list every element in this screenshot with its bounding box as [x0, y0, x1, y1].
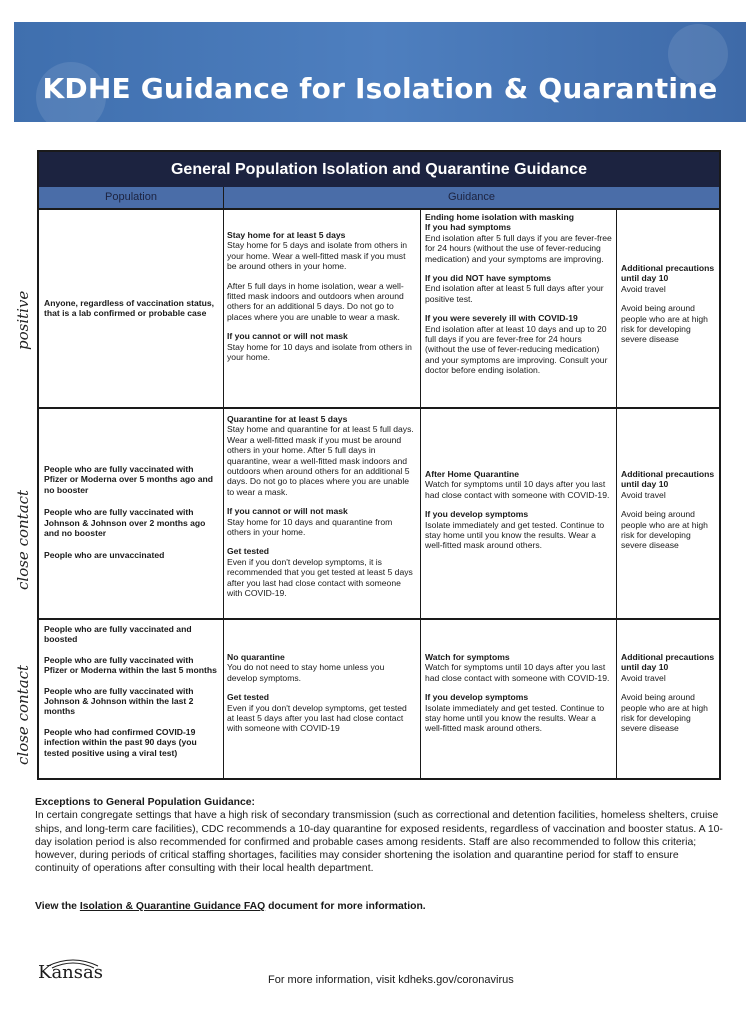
guidance-text: End isolation after at least 5 full days after your positive test.	[425, 283, 604, 304]
handwritten-note: positive	[14, 290, 32, 350]
guidance-text: Stay home for 5 days and isolate from others in your home. Wear a well-fitted mask if you must be around others in your home.	[227, 240, 408, 272]
row-divider	[39, 618, 719, 620]
page-title: KDHE Guidance for Isolation & Quarantine	[42, 72, 718, 105]
population-text: People who are fully vaccinated with Johnson & Johnson within the last 2 months	[44, 685, 194, 717]
guidance-heading: Quarantine for at least 5 days	[227, 414, 348, 424]
guidance-heading: Additional precautions until day 10	[621, 263, 715, 284]
title-banner	[14, 22, 746, 122]
guidance-heading: Get tested	[227, 546, 270, 557]
handwritten-note: close contact	[14, 489, 32, 590]
guidance-table	[37, 150, 721, 780]
guidance-heading: If you develop symptoms	[425, 509, 529, 520]
guidance-text: Avoid travel	[621, 489, 666, 500]
exceptions-title: Exceptions to General Population Guidance:	[35, 797, 255, 808]
guidance-text: Watch for symptoms until 10 days after you last had close contact with someone with COVID-19.	[425, 662, 610, 683]
row-positive-population	[44, 298, 216, 331]
guidance-heading: Stay home for at least 5 days	[227, 230, 346, 240]
guidance-heading: If you cannot or will not mask	[227, 506, 348, 517]
guidance-heading: After Home Quarantine	[425, 469, 520, 479]
column-divider	[223, 187, 224, 778]
guidance-text: Watch for symptoms until 10 days after you last had close contact with someone with COVID-19.	[425, 479, 610, 500]
guidance-text: Isolate immediately and get tested. Continue to stay home until you know the results. Wear a well-fitted mask around others.	[425, 702, 605, 734]
row-close-contact-2-guidance-2	[425, 652, 613, 734]
guidance-text: Stay home for 10 days and isolate from others in your home.	[227, 341, 412, 363]
guidance-heading: If you had symptoms	[425, 222, 511, 233]
guidance-heading: If you were severely ill with COVID-19	[425, 313, 578, 324]
guidance-heading: If you develop symptoms	[425, 692, 529, 703]
faq-prefix: View the	[35, 901, 77, 912]
column-divider	[616, 208, 617, 778]
logo-text: Kansas	[38, 962, 103, 983]
row-close-contact-2-guidance-1	[227, 652, 415, 734]
population-text: People who are fully vaccinated with Pfizer or Moderna over 5 months ago and no booster	[44, 464, 214, 495]
row-positive-guidance-2	[425, 212, 613, 376]
guidance-text: Isolate immediately and get tested. Continue to stay home until you know the results. Wear a well-fitted mask around others.	[425, 519, 605, 551]
guidance-text: Stay home for 10 days and quarantine from others in your home.	[227, 516, 393, 538]
population-text: People who are fully vaccinated with Pfizer or Moderna within the last 5 months	[44, 654, 217, 676]
population-text: Anyone, regardless of vaccination status, that is a lab confirmed or probable case	[44, 298, 215, 319]
guidance-text: Stay home and quarantine for at least 5 full days. Wear a well-fitted mask if you must be around others in your home. After 5 full days in quarantine, wear a well-fitted mask indoors and outdoors when around others for an additional 5 days. Do not go to places where you are unable to wear a mask.	[227, 424, 414, 497]
column-header-guidance: Guidance	[224, 187, 719, 208]
guidance-text: End isolation after at least 10 days and up to 20 full days if you are fever-free for 24 hours (without the use of fever-reducing medication) and your symptoms are improving. Consult your doctor before ending isolation.	[425, 323, 608, 376]
row-divider	[39, 407, 719, 409]
population-text: People who are fully vaccinated and boosted	[44, 624, 192, 645]
faq-line	[35, 901, 426, 912]
guidance-heading: Additional precautions until day 10	[621, 469, 715, 490]
guidance-text: Avoid being around people who are at high risk for developing severe disease	[621, 303, 708, 345]
guidance-text: Avoid travel	[621, 672, 666, 683]
row-close-contact-1-guidance-1	[227, 414, 415, 599]
guidance-heading: Ending home isolation with masking	[425, 212, 574, 222]
row-positive-guidance-3	[621, 263, 717, 345]
row-close-contact-2-guidance-3	[621, 652, 717, 734]
guidance-text: Even if you don't develop symptoms, it is recommended that you get tested at least 5 days after you last had close contact with someone with COVID-19.	[227, 556, 413, 599]
guidance-heading: If you did NOT have symptoms	[425, 273, 552, 284]
row-close-contact-2-population	[44, 624, 219, 770]
exceptions-body: In certain congregate settings that have a high risk of secondary transmission (such as correctional and detention facilities, homeless shelters, cruise ships, and long-term care facilities), CDC recommends a 10-day quarantine for exposed residents, regardless of vaccination and booster status. A 10-day isolation period is also recommended for confirmed and probable cases among residents. Staff are also recommended to follow this criteria; however, during periods of critical staffing shortages, facilities may consider shortening the isolation and quarantine period for staff to ensure continuity of operations after consulting with their local health department.	[35, 810, 723, 875]
column-divider	[420, 208, 421, 778]
guidance-heading: Additional precautions until day 10	[621, 652, 715, 673]
handwritten-note: close contact	[14, 664, 32, 765]
faq-suffix: document for more information.	[268, 901, 426, 912]
row-close-contact-1-guidance-3	[621, 469, 717, 551]
faq-link[interactable]: Isolation & Quarantine Guidance FAQ	[79, 901, 266, 912]
row-positive-guidance-1	[227, 230, 415, 362]
guidance-heading: If you cannot or will not mask	[227, 331, 348, 342]
row-close-contact-1-population	[44, 464, 219, 573]
table-title: General Population Isolation and Quarantine Guidance	[39, 152, 719, 187]
guidance-text: After 5 full days in home isolation, wear a well-fitted mask indoors and outdoors when around others for an additional 5 days. Do not go to places where you are unable to wear a mask.	[227, 280, 404, 322]
guidance-text: Avoid being around people who are at high risk for developing severe disease	[621, 692, 708, 734]
row-close-contact-1-guidance-2	[425, 469, 613, 551]
guidance-heading: Get tested	[227, 692, 270, 703]
footer-text: For more information, visit kdheks.gov/coronavirus	[268, 974, 514, 986]
guidance-text: Even if you don't develop symptoms, get tested at least 5 days after you last had close contact with someone with COVID-19	[227, 702, 407, 734]
column-header-population: Population	[39, 187, 223, 208]
row-divider	[39, 208, 719, 210]
population-text: People who are unvaccinated	[44, 550, 165, 561]
kansas-logo	[38, 958, 108, 988]
population-text: People who are fully vaccinated with Johnson & Johnson over 2 months ago and no booster	[44, 507, 206, 539]
exceptions-section	[35, 796, 725, 876]
guidance-heading: Watch for symptoms	[425, 652, 510, 662]
guidance-text: You do not need to stay home unless you develop symptoms.	[227, 662, 385, 683]
guidance-text: Avoid travel	[621, 283, 666, 294]
guidance-heading: No quarantine	[227, 652, 285, 662]
guidance-text: End isolation after 5 full days if you are fever-free for 24 hours (without the use of fever-reducing medication) and your symptoms are improving.	[425, 232, 612, 264]
guidance-text: Avoid being around people who are at high risk for developing severe disease	[621, 509, 708, 551]
population-text: People who had confirmed COVID-19 infection within the past 90 days (you tested positive using a viral test)	[44, 726, 197, 758]
